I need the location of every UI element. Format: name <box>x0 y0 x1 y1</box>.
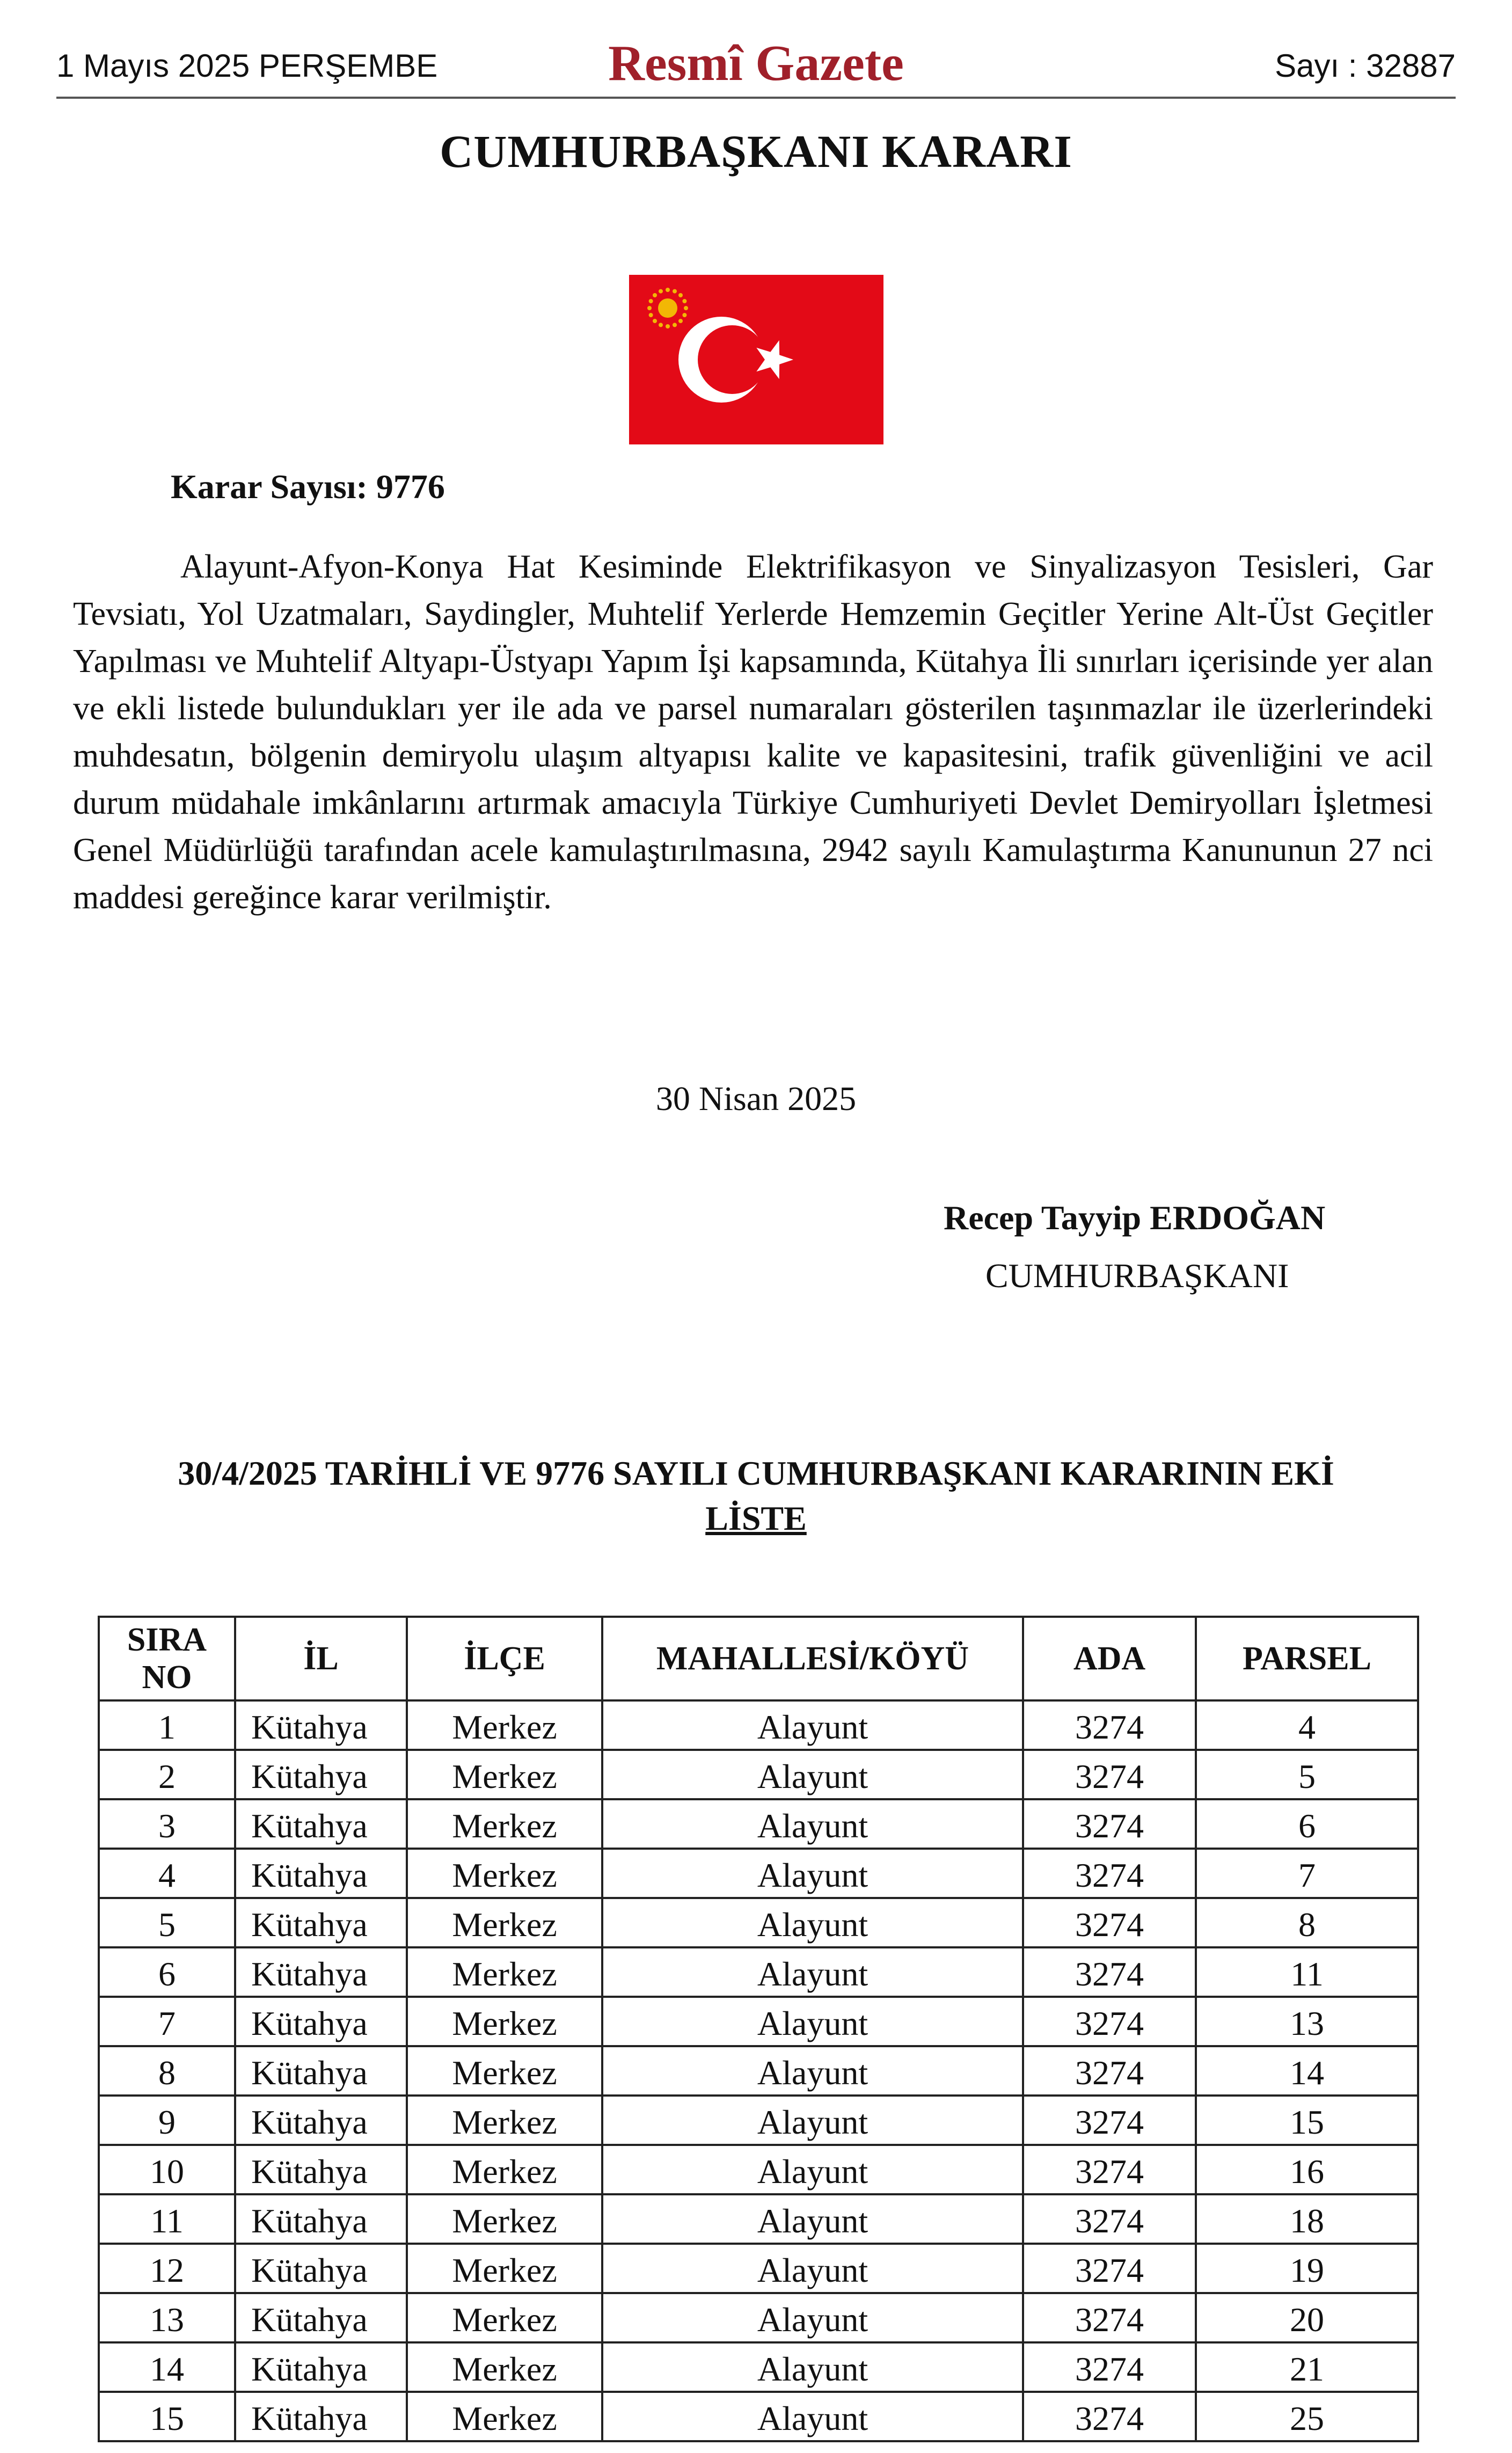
header-divider <box>56 97 1456 99</box>
cell-ilce: Merkez <box>407 1849 602 1898</box>
table-row <box>99 1799 1418 1849</box>
cell-il: Kütahya <box>235 2244 407 2293</box>
cell-sira: 14 <box>99 2342 235 2392</box>
cell-il: Kütahya <box>235 1849 407 1898</box>
cell-ada: 3274 <box>1023 1700 1196 1750</box>
table-row <box>99 2096 1418 2145</box>
table-row <box>99 1898 1418 1947</box>
cell-parsel: 13 <box>1196 1997 1418 2046</box>
cell-ilce: Merkez <box>407 2096 602 2145</box>
gazette-name: Resmî Gazete <box>608 35 904 91</box>
cell-sira: 8 <box>99 2046 235 2096</box>
cell-ada: 3274 <box>1023 1997 1196 2046</box>
cell-parsel: 14 <box>1196 2046 1418 2096</box>
cell-sira: 9 <box>99 2096 235 2145</box>
cell-ilce: Merkez <box>407 1700 602 1750</box>
cell-il: Kütahya <box>235 1997 407 2046</box>
table-row <box>99 1700 1418 1750</box>
cell-parsel: 5 <box>1196 1750 1418 1799</box>
cell-sira: 5 <box>99 1898 235 1947</box>
cell-ilce: Merkez <box>407 2145 602 2194</box>
cell-mahalle: Alayunt <box>602 2293 1023 2342</box>
table-row <box>99 1997 1418 2046</box>
cell-sira: 2 <box>99 1750 235 1799</box>
cell-ilce: Merkez <box>407 2293 602 2342</box>
cell-parsel: 6 <box>1196 1799 1418 1849</box>
header-parsel: PARSEL <box>1196 1617 1418 1700</box>
cell-ilce: Merkez <box>407 1799 602 1849</box>
cell-mahalle: Alayunt <box>602 1849 1023 1898</box>
cell-mahalle: Alayunt <box>602 2244 1023 2293</box>
signatory-name: Recep Tayyip ERDOĞAN <box>944 1199 1326 1237</box>
signatory-title: CUMHURBAŞKANI <box>985 1257 1289 1295</box>
cell-ada: 3274 <box>1023 2342 1196 2392</box>
annex-title-line2: LİSTE <box>705 1499 807 1537</box>
cell-parsel: 16 <box>1196 2145 1418 2194</box>
table-row <box>99 2194 1418 2244</box>
cell-sira: 3 <box>99 1799 235 1849</box>
cell-il: Kütahya <box>235 2096 407 2145</box>
cell-mahalle: Alayunt <box>602 1898 1023 1947</box>
cell-mahalle: Alayunt <box>602 2145 1023 2194</box>
cell-sira: 10 <box>99 2145 235 2194</box>
cell-mahalle: Alayunt <box>602 1799 1023 1849</box>
cell-ada: 3274 <box>1023 1799 1196 1849</box>
table-row <box>99 2293 1418 2342</box>
cell-parsel: 11 <box>1196 1947 1418 1997</box>
annex-title <box>0 1454 1512 1538</box>
issue-number: Sayı : 32887 <box>1275 48 1456 84</box>
header-ada: ADA <box>1023 1617 1196 1700</box>
header-mahalle: MAHALLESİ/KÖYÜ <box>602 1617 1023 1700</box>
cell-sira: 12 <box>99 2244 235 2293</box>
table-row <box>99 1849 1418 1898</box>
cell-ada: 3274 <box>1023 1947 1196 1997</box>
cell-ada: 3274 <box>1023 2145 1196 2194</box>
parcel-table <box>98 1616 1419 2442</box>
gazette-header <box>56 27 1456 97</box>
cell-il: Kütahya <box>235 1700 407 1750</box>
cell-parsel: 18 <box>1196 2194 1418 2244</box>
cell-mahalle: Alayunt <box>602 2392 1023 2441</box>
cell-il: Kütahya <box>235 1799 407 1849</box>
cell-sira: 1 <box>99 1700 235 1750</box>
decision-number: Karar Sayısı: 9776 <box>171 468 445 506</box>
cell-parsel: 7 <box>1196 1849 1418 1898</box>
table-row <box>99 2392 1418 2441</box>
cell-il: Kütahya <box>235 2293 407 2342</box>
cell-parsel: 20 <box>1196 2293 1418 2342</box>
cell-ada: 3274 <box>1023 1750 1196 1799</box>
cell-il: Kütahya <box>235 1947 407 1997</box>
annex-title-line1: 30/4/2025 TARİHLİ VE 9776 SAYILI CUMHURBAŞKANI KARARININ EKİ <box>178 1454 1334 1492</box>
cell-mahalle: Alayunt <box>602 1947 1023 1997</box>
cell-parsel: 25 <box>1196 2392 1418 2441</box>
header-ilce: İLÇE <box>407 1617 602 1700</box>
cell-mahalle: Alayunt <box>602 1700 1023 1750</box>
turkish-flag-icon <box>629 275 883 444</box>
table-row <box>99 2145 1418 2194</box>
cell-parsel: 19 <box>1196 2244 1418 2293</box>
cell-ilce: Merkez <box>407 1947 602 1997</box>
cell-ilce: Merkez <box>407 2392 602 2441</box>
cell-ilce: Merkez <box>407 1750 602 1799</box>
cell-sira: 4 <box>99 1849 235 1898</box>
cell-ada: 3274 <box>1023 2293 1196 2342</box>
cell-sira: 6 <box>99 1947 235 1997</box>
table-row <box>99 2046 1418 2096</box>
issue-date: 1 Mayıs 2025 PERŞEMBE <box>56 48 438 84</box>
table-row <box>99 2342 1418 2392</box>
decision-date: 30 Nisan 2025 <box>655 1079 857 1118</box>
table-header-row <box>99 1617 1418 1700</box>
cell-ada: 3274 <box>1023 2244 1196 2293</box>
cell-parsel: 4 <box>1196 1700 1418 1750</box>
document-title: CUMHURBAŞKANI KARARI <box>440 126 1072 177</box>
header-il: İL <box>235 1617 407 1700</box>
cell-il: Kütahya <box>235 2342 407 2392</box>
cell-ilce: Merkez <box>407 2194 602 2244</box>
table-row <box>99 2244 1418 2293</box>
cell-sira: 13 <box>99 2293 235 2342</box>
cell-ada: 3274 <box>1023 2046 1196 2096</box>
cell-mahalle: Alayunt <box>602 1997 1023 2046</box>
cell-ilce: Merkez <box>407 2342 602 2392</box>
cell-ada: 3274 <box>1023 1898 1196 1947</box>
cell-mahalle: Alayunt <box>602 2194 1023 2244</box>
cell-sira: 7 <box>99 1997 235 2046</box>
cell-sira: 11 <box>99 2194 235 2244</box>
table-row <box>99 1750 1418 1799</box>
cell-parsel: 15 <box>1196 2096 1418 2145</box>
cell-il: Kütahya <box>235 2145 407 2194</box>
cell-ada: 3274 <box>1023 2194 1196 2244</box>
cell-mahalle: Alayunt <box>602 2096 1023 2145</box>
cell-il: Kütahya <box>235 1898 407 1947</box>
cell-ada: 3274 <box>1023 1849 1196 1898</box>
cell-mahalle: Alayunt <box>602 2046 1023 2096</box>
decision-body: Alayunt-Afyon-Konya Hat Kesiminde Elektrifikasyon ve Sinyalizasyon Tesisleri, Gar Tevsiatı, Yol Uzatmaları, Saydingler, Muhtelif Yerlerde Hemzemin Geçitler Yerine Alt-Üst Geçitler Yapılması ve Muhtelif Altyapı-Üstyapı Yapım İşi kapsamında, Kütahya İli sınırları içerisinde yer alan ve ekli listede bulundukları yer ile ada ve parsel numaraları gösterilen taşınmazlar ile üzerlerindeki muhdesatın, bölgenin demiryolu ulaşım altyapısı kalite ve kapasitesini, trafik güvenliğini ve acil durum müdahale imkânlarını artırmak amacıyla Türkiye Cumhuriyeti Devlet Demiryolları İşletmesi Genel Müdürlüğü tarafından acele kamulaştırılmasına, 2942 sayılı Kamulaştırma Kanununun 27 nci maddesi gereğince karar verilmiştir. <box>73 549 1433 916</box>
cell-ada: 3274 <box>1023 2392 1196 2441</box>
cell-ilce: Merkez <box>407 1898 602 1947</box>
cell-parsel: 8 <box>1196 1898 1418 1947</box>
cell-il: Kütahya <box>235 2392 407 2441</box>
header-sira: SIRA NO <box>99 1617 235 1700</box>
cell-ilce: Merkez <box>407 2046 602 2096</box>
cell-ada: 3274 <box>1023 2096 1196 2145</box>
cell-mahalle: Alayunt <box>602 2342 1023 2392</box>
cell-ilce: Merkez <box>407 2244 602 2293</box>
cell-mahalle: Alayunt <box>602 1750 1023 1799</box>
cell-parsel: 21 <box>1196 2342 1418 2392</box>
cell-il: Kütahya <box>235 2046 407 2096</box>
cell-ilce: Merkez <box>407 1997 602 2046</box>
table-row <box>99 1947 1418 1997</box>
cell-il: Kütahya <box>235 2194 407 2244</box>
cell-sira: 15 <box>99 2392 235 2441</box>
cell-il: Kütahya <box>235 1750 407 1799</box>
